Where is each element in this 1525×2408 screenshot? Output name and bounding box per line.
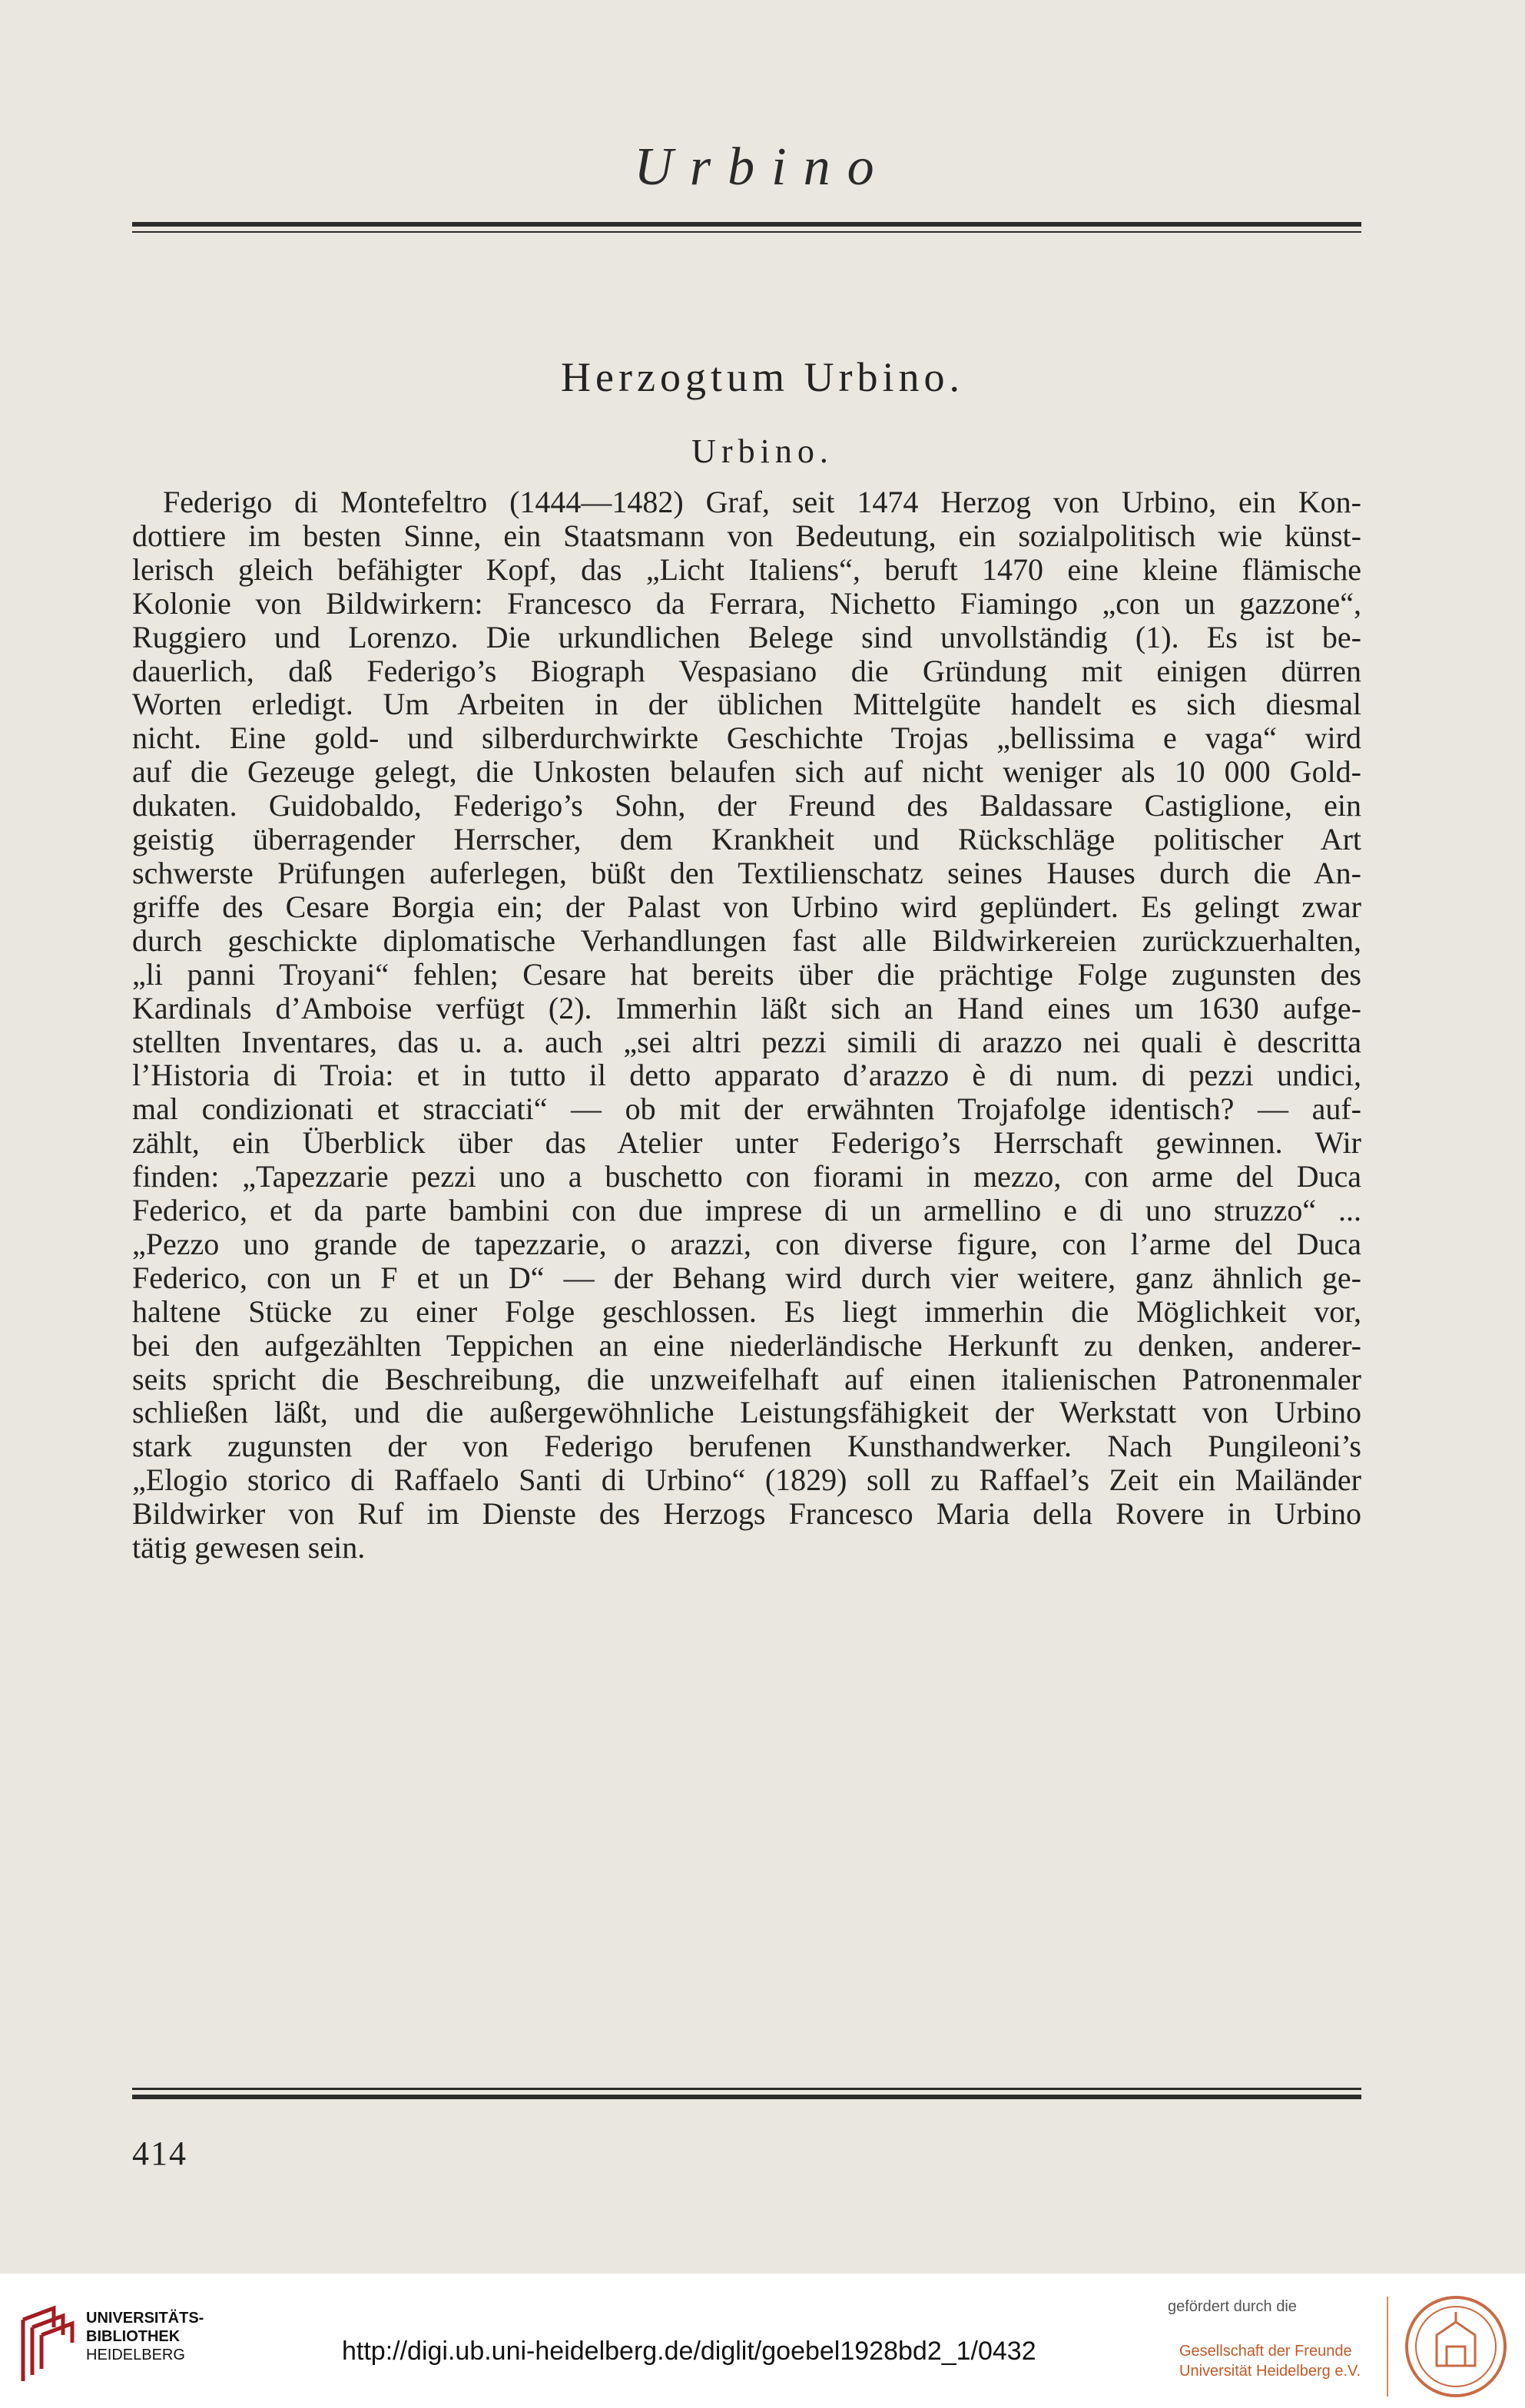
body-line: Kolonie von Bildwirkern: Francesco da Ferrara, Nichetto Fiamingo „con un gazzone“, (132, 586, 1361, 621)
footer-rule-thin (132, 2088, 1361, 2090)
body-line: dauerlich, daß Federigo’s Biograph Vespasiano die Gründung mit einigen dürren (132, 654, 1361, 688)
body-line: seits spricht die Beschreibung, die unzweifelhaft auf einen italienischen Patronenmaler (132, 1362, 1361, 1396)
body-line: „Pezzo uno grande de tapezzarie, o arazzi, con diverse figure, con l’arme del Duca (132, 1227, 1361, 1261)
body-line: „Elogio storico di Raffaelo Santi di Urbino“ (1829) soll zu Raffael’s Zeit ein Mailänder (132, 1463, 1361, 1498)
sub-title: Urbino. (691, 432, 834, 470)
university-seal-icon (1402, 2293, 1510, 2400)
sponsor-name-line1: Gesellschaft der Freunde (1179, 2343, 1352, 2360)
header-rule-thin (132, 231, 1361, 233)
body-line: Federico, et da parte bambini con due imprese di un armellino e di uno struzzo“ ... (132, 1194, 1361, 1227)
body-line: nicht. Eine gold- und silberdurchwirkte Geschichte Trojas „bellissima e vaga“ wird (132, 721, 1361, 756)
sponsor-name-line2: Universität Heidelberg e.V. (1179, 2363, 1361, 2380)
section-title: Herzogtum Urbino. (561, 354, 964, 400)
body-line: bei den aufgezählten Teppichen an eine niederländische Herkunft zu denken, anderer- (132, 1328, 1361, 1363)
body-line: stark zugunsten der von Federigo berufenen Kunsthandwerker. Nach Pungileoni’s (132, 1429, 1361, 1464)
body-line: Bildwirker von Ruf im Dienste des Herzogs Francesco Maria della Rovere in Urbino (132, 1497, 1361, 1532)
body-line: lerisch gleich befähigter Kopf, das „Licht Italiens“, beruft 1470 eine kleine flämische (132, 552, 1361, 587)
body-line: mal condizionati et stracciati“ — ob mit der erwähnten Trojafolge identisch? — auf- (132, 1092, 1361, 1127)
digitization-footer (0, 2274, 1525, 2408)
body-line: schließen läßt, und die außergewöhnliche Leistungsfähigkeit der Werkstatt von Urbino (132, 1396, 1361, 1430)
body-line: zählt, ein Überblick über das Atelier unter Federigo’s Herrschaft gewinnen. Wir (132, 1126, 1361, 1161)
library-logo-icon (15, 2304, 77, 2389)
body-line: tätig gewesen sein. (132, 1531, 366, 1565)
body-line: Ruggiero und Lorenzo. Die urkundlichen Belege sind unvollständig (1). Es ist be- (132, 620, 1361, 654)
body-line: schwerste Prüfungen auferlegen, büßt den Textilienschatz seines Hauses durch die An- (132, 856, 1361, 890)
body-line: Kardinals d’Amboise verfügt (2). Immerhin läßt sich an Hand eines um 1630 aufge- (132, 991, 1361, 1025)
library-name-line3: HEIDELBERG (86, 2347, 185, 2363)
running-head: Urbino (634, 137, 891, 197)
footer-rule-thick (132, 2095, 1361, 2099)
body-line: „li panni Troyani“ fehlen; Cesare hat bereits über die prächtige Folge zugunsten des (132, 957, 1361, 992)
library-name (86, 2309, 204, 2364)
body-line: durch geschickte diplomatische Verhandlungen fast alle Bildwirkereien zurückzuerhalten, (132, 923, 1361, 958)
page-number: 414 (132, 2135, 187, 2172)
sponsor-divider (1387, 2297, 1388, 2396)
body-line: geistig überragender Herrscher, dem Krankheit und Rückschläge politischer Art (132, 823, 1361, 856)
body-paragraph (132, 485, 1361, 1565)
library-name-line1: UNIVERSITÄTS- (86, 2310, 204, 2327)
permalink-url[interactable]: http://digi.ub.uni-heidelberg.de/diglit/goebel1928bd2_1/0432 (342, 2337, 1036, 2366)
body-line: l’Historia di Troia: et in tutto il detto apparato d’arazzo è di num. di pezzi undici, (132, 1058, 1361, 1093)
body-line: griffe des Cesare Borgia ein; der Palast von Urbino wird geplündert. Es gelingt zwar (132, 889, 1361, 924)
body-line: haltene Stücke zu einer Folge geschlossen. Es liegt immerhin die Möglichkeit vor, (132, 1294, 1361, 1329)
sponsor-label: gefördert durch die (1168, 2298, 1297, 2315)
library-name-line2: BIBLIOTHEK (86, 2328, 181, 2345)
body-line: finden: „Tapezzarie pezzi uno a buschetto con fiorami in mezzo, con arme del Duca (132, 1160, 1361, 1194)
sponsor-name (1179, 2341, 1361, 2381)
body-line: Worten erledigt. Um Arbeiten in der üblichen Mittelgüte handelt es sich diesmal (132, 687, 1361, 722)
body-line: Federico, con un F et un D“ — der Behang wird durch vier weitere, ganz ähnlich ge- (132, 1260, 1361, 1295)
header-rule-thick (132, 222, 1361, 227)
body-line: dukaten. Guidobaldo, Federigo’s Sohn, der Freund des Baldassare Castiglione, ein (132, 789, 1361, 823)
body-line: dottiere im besten Sinne, ein Staatsmann von Bedeutung, ein sozialpolitisch wie künst- (132, 518, 1361, 553)
body-line: stellten Inventares, das u. a. auch „sei altri pezzi simili di arazzo nei quali è descritta (132, 1025, 1361, 1059)
body-line: auf die Gezeuge gelegt, die Unkosten belaufen sich auf nicht weniger als 10 000 Gold- (132, 755, 1361, 790)
body-line: Federigo di Montefeltro (1444—1482) Graf, seit 1474 Herzog von Urbino, ein Kon- (163, 485, 1361, 519)
